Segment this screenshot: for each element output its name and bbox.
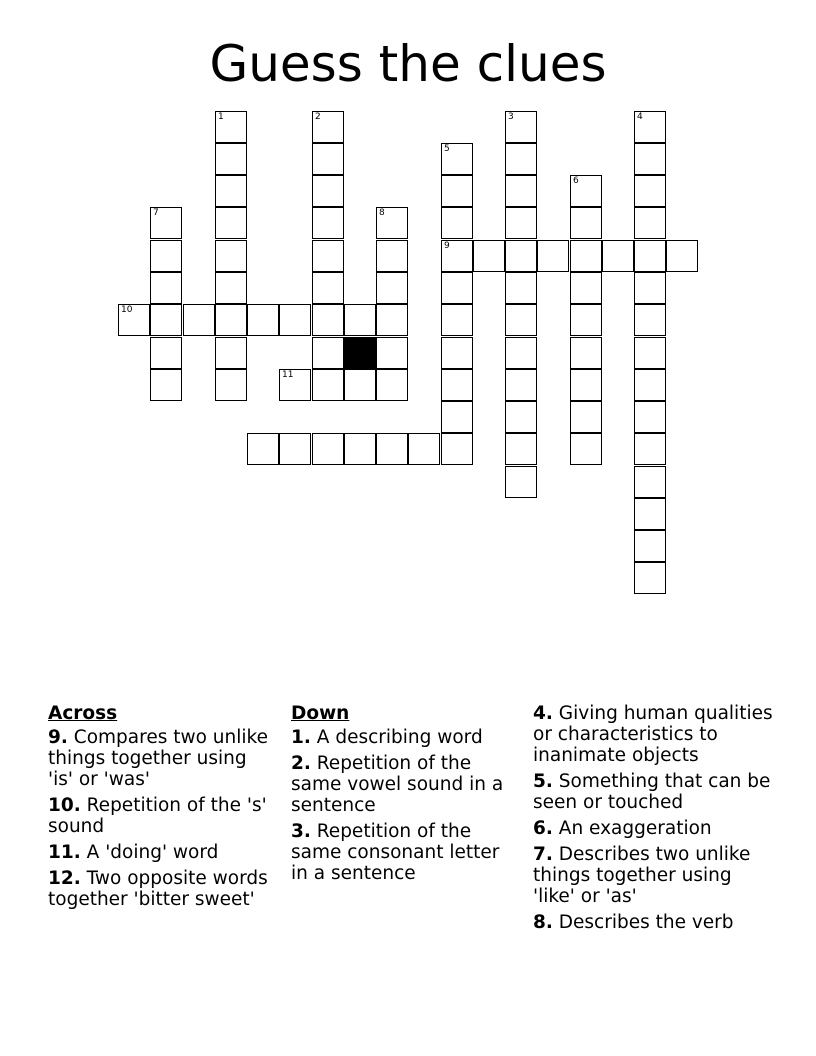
clue-across-9: 9. Compares two unlike things together using 'is' or 'was': [48, 727, 268, 790]
grid-cell[interactable]: [634, 272, 666, 304]
grid-cell[interactable]: [634, 498, 666, 530]
grid-cell[interactable]: [150, 337, 182, 369]
clue-across-12: 12. Two opposite words together 'bitter sweet': [48, 868, 268, 910]
grid-cell[interactable]: [441, 369, 473, 401]
clue-number: 4: [637, 112, 643, 122]
grid-cell[interactable]: [634, 401, 666, 433]
grid-cell[interactable]: [150, 272, 182, 304]
grid-cell[interactable]: [215, 337, 247, 369]
grid-cell[interactable]: [312, 111, 344, 143]
grid-cell[interactable]: [312, 175, 344, 207]
grid-cell[interactable]: [505, 207, 537, 239]
across-clues: [48, 703, 270, 915]
grid-cell[interactable]: [634, 337, 666, 369]
clue-number: 9: [444, 241, 450, 251]
grid-cell[interactable]: [634, 111, 666, 143]
clue-number: 11: [282, 370, 294, 380]
grid-cell[interactable]: [279, 304, 311, 336]
clue-down-6: 6. An exaggeration: [533, 818, 712, 839]
grid-cell[interactable]: [247, 304, 279, 336]
grid-cell[interactable]: [215, 111, 247, 143]
grid-cell[interactable]: [312, 433, 344, 465]
grid-cell[interactable]: [570, 175, 602, 207]
grid-cell[interactable]: [505, 240, 537, 272]
grid-cell[interactable]: [312, 369, 344, 401]
grid-cell[interactable]: [634, 369, 666, 401]
grid-cell[interactable]: [312, 143, 344, 175]
grid-cell[interactable]: [505, 111, 537, 143]
grid-cell[interactable]: [376, 337, 408, 369]
grid-cell[interactable]: [183, 304, 215, 336]
grid-cell[interactable]: [215, 207, 247, 239]
grid-cell[interactable]: [505, 175, 537, 207]
clue-number: 3: [508, 112, 514, 122]
grid-cell[interactable]: [376, 304, 408, 336]
down-clues-col2: [533, 703, 773, 938]
grid-cell[interactable]: [215, 304, 247, 336]
clue-number: 7: [153, 208, 159, 218]
clue-number: 5: [444, 144, 450, 154]
across-heading: Across: [48, 703, 118, 724]
grid-cell[interactable]: [570, 337, 602, 369]
clue-down-2: 2. Repetition of the same vowel sound in a sentence: [291, 753, 504, 816]
clue-number: 6: [573, 176, 579, 186]
grid-cell[interactable]: [150, 304, 182, 336]
puzzle-title: Guess the clues: [209, 35, 607, 93]
clue-down-7: 7. Describes two unlike things together using 'like' or 'as': [533, 844, 751, 907]
grid-cell[interactable]: [570, 207, 602, 239]
grid-cell[interactable]: [441, 272, 473, 304]
grid-cell[interactable]: [570, 369, 602, 401]
grid-cell[interactable]: [312, 240, 344, 272]
grid-cell[interactable]: [215, 240, 247, 272]
grid-cell[interactable]: [634, 562, 666, 594]
down-clues-col1: [291, 703, 517, 889]
grid-cell[interactable]: [441, 207, 473, 239]
clue-down-1: 1. A describing word: [291, 727, 483, 748]
grid-cell[interactable]: [570, 401, 602, 433]
grid-cell[interactable]: [505, 304, 537, 336]
grid-cell[interactable]: [634, 143, 666, 175]
grid-cell[interactable]: [376, 272, 408, 304]
grid-cell[interactable]: [247, 433, 279, 465]
grid-cell[interactable]: [505, 143, 537, 175]
grid-cell[interactable]: [505, 369, 537, 401]
grid-cell[interactable]: [441, 304, 473, 336]
grid-cell[interactable]: [634, 240, 666, 272]
grid-cell[interactable]: [537, 240, 569, 272]
grid-cell[interactable]: [215, 272, 247, 304]
grid-cell[interactable]: [505, 401, 537, 433]
grid-cell[interactable]: [215, 175, 247, 207]
grid-cell[interactable]: [441, 175, 473, 207]
grid-cell[interactable]: [376, 433, 408, 465]
grid-cell[interactable]: [570, 272, 602, 304]
grid-cell[interactable]: [215, 369, 247, 401]
grid-cell[interactable]: [150, 207, 182, 239]
clue-down-8: 8. Describes the verb: [533, 912, 734, 933]
grid-cell[interactable]: [118, 304, 150, 336]
grid-cell[interactable]: [570, 304, 602, 336]
grid-cell[interactable]: [408, 433, 440, 465]
grid-cell[interactable]: [505, 272, 537, 304]
grid-cell[interactable]: [344, 433, 376, 465]
grid-cell[interactable]: [441, 240, 473, 272]
grid-cell[interactable]: [279, 433, 311, 465]
grid-cell[interactable]: [441, 433, 473, 465]
clue-number: 10: [121, 305, 133, 315]
grid-cell[interactable]: [570, 433, 602, 465]
grid-cell[interactable]: [344, 304, 376, 336]
grid-cell[interactable]: [634, 207, 666, 239]
grid-cell[interactable]: [634, 304, 666, 336]
down-heading: Down: [291, 703, 350, 724]
grid-cell[interactable]: [312, 272, 344, 304]
clue-across-11: 11. A 'doing' word: [48, 842, 219, 863]
grid-cell[interactable]: [634, 433, 666, 465]
grid-cell[interactable]: [441, 401, 473, 433]
grid-cell[interactable]: [441, 337, 473, 369]
clue-down-4: 4. Giving human qualities or characteristics to inanimate objects: [533, 703, 773, 766]
grid-cell[interactable]: [634, 175, 666, 207]
grid-cell[interactable]: [150, 240, 182, 272]
grid-cell[interactable]: [312, 207, 344, 239]
grid-cell[interactable]: [570, 240, 602, 272]
clue-across-10: 10. Repetition of the 's' sound: [48, 795, 267, 837]
grid-cell[interactable]: [376, 369, 408, 401]
grid-cell[interactable]: [279, 369, 311, 401]
grid-cell[interactable]: [215, 143, 247, 175]
grid-cell[interactable]: [312, 304, 344, 336]
grid-cell[interactable]: [376, 207, 408, 239]
clue-number: 1: [218, 112, 224, 122]
grid-cell[interactable]: [634, 466, 666, 498]
blocked-cell: [344, 337, 376, 369]
clue-down-5: 5. Something that can be seen or touched: [533, 771, 771, 813]
grid-cell[interactable]: [150, 369, 182, 401]
grid-cell[interactable]: [505, 466, 537, 498]
grid-cell[interactable]: [441, 143, 473, 175]
grid-cell[interactable]: [376, 240, 408, 272]
grid-cell[interactable]: [312, 337, 344, 369]
grid-cell[interactable]: [666, 240, 698, 272]
grid-cell[interactable]: [505, 433, 537, 465]
grid-cell[interactable]: [602, 240, 634, 272]
clue-number: 2: [315, 112, 321, 122]
clue-down-3: 3. Repetition of the same consonant letter in a sentence: [291, 821, 500, 884]
grid-cell[interactable]: [634, 530, 666, 562]
clue-number: 8: [379, 208, 385, 218]
grid-cell[interactable]: [505, 337, 537, 369]
grid-cell[interactable]: [473, 240, 505, 272]
grid-cell[interactable]: [344, 369, 376, 401]
